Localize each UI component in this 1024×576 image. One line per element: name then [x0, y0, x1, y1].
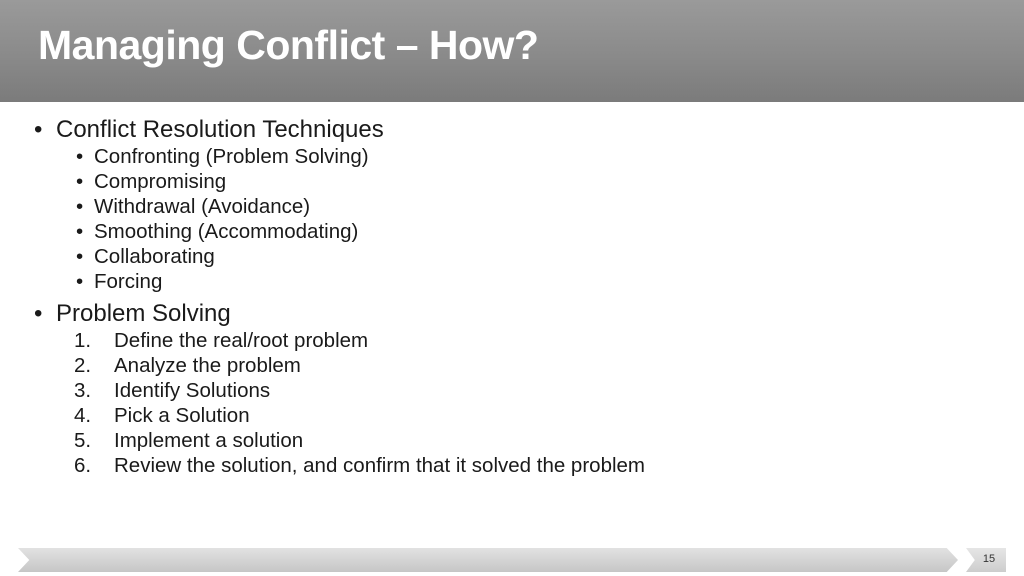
list-item: [76, 220, 358, 244]
step-text: Analyze the problem: [114, 354, 301, 377]
slide-title: Managing Conflict – How?: [38, 22, 539, 68]
list-item: [76, 270, 162, 294]
step-number: 4.: [74, 404, 92, 427]
bullet-icon: •: [76, 170, 84, 193]
list-item-text: Forcing: [94, 270, 163, 293]
numbered-step: [74, 379, 270, 403]
step-text: Pick a Solution: [114, 404, 250, 427]
list-item-text: Collaborating: [94, 245, 215, 268]
list-item-text: Confronting (Problem Solving): [94, 145, 369, 168]
bullet-icon: •: [34, 116, 43, 143]
step-number: 3.: [74, 379, 92, 402]
step-text: Review the solution, and confirm that it solved the problem: [114, 454, 645, 477]
list-item-text: Withdrawal (Avoidance): [94, 195, 311, 218]
bullet-icon: •: [76, 245, 84, 268]
numbered-step: [74, 329, 368, 353]
numbered-step: [74, 454, 645, 478]
numbered-step: [74, 429, 303, 453]
section-heading-conflict-resolution: [34, 116, 384, 144]
title-bar: [0, 0, 1024, 102]
step-text: Implement a solution: [114, 429, 304, 452]
step-number: 2.: [74, 354, 92, 377]
step-number: 6.: [74, 454, 92, 477]
bullet-icon: •: [76, 270, 84, 293]
footer-band: [18, 548, 958, 572]
bullet-icon: •: [76, 195, 84, 218]
list-item-text: Smoothing (Accommodating): [94, 220, 359, 243]
section-heading-problem-solving: [34, 300, 231, 328]
step-number: 1.: [74, 329, 92, 352]
list-item: [76, 170, 226, 194]
section-heading-text: Problem Solving: [56, 300, 231, 327]
step-number: 5.: [74, 429, 92, 452]
numbered-step: [74, 404, 250, 428]
list-item: [76, 145, 369, 169]
page-number: 15: [982, 553, 996, 565]
list-item: [76, 245, 215, 269]
list-item: [76, 195, 310, 219]
section-heading-text: Conflict Resolution Techniques: [56, 116, 384, 143]
list-item-text: Compromising: [94, 170, 227, 193]
bullet-icon: •: [34, 300, 43, 327]
numbered-step: [74, 354, 301, 378]
bullet-icon: •: [76, 145, 84, 168]
bullet-icon: •: [76, 220, 84, 243]
step-text: Identify Solutions: [114, 379, 271, 402]
step-text: Define the real/root problem: [114, 329, 369, 352]
